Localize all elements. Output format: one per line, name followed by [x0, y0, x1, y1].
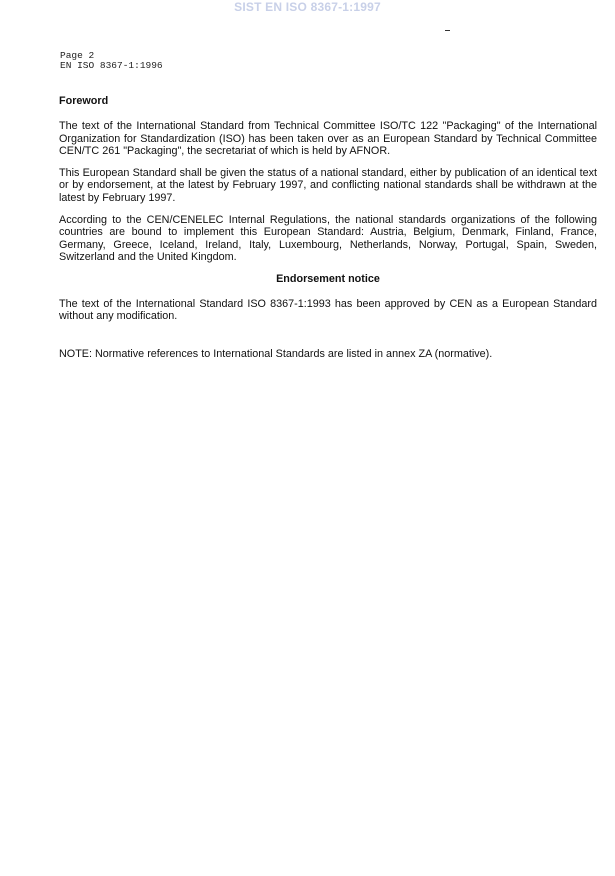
- scan-mark: [445, 30, 450, 31]
- foreword-paragraph-2: This European Standard shall be given the status of a national standard, either by publication of an identical text or by endorsement, at the latest by February 1997, and conflicting national standards shall be withdrawn at the latest by February 1997.: [59, 167, 597, 204]
- normative-note: NOTE: Normative references to International Standards are listed in annex ZA (normative).: [59, 348, 493, 361]
- watermark-text: SIST EN ISO 8367-1:1997: [234, 0, 381, 14]
- page-number: Page 2: [60, 50, 95, 61]
- document-body: [59, 95, 597, 370]
- foreword-heading: Foreword: [59, 95, 109, 107]
- endorsement-paragraph: The text of the International Standard ISO 8367-1:1993 has been approved by CEN as a European Standard without any modification.: [59, 297, 597, 322]
- document-id: EN ISO 8367-1:1996: [60, 60, 163, 71]
- foreword-paragraph-1: The text of the International Standard from Technical Committee ISO/TC 122 "Packaging" of the International Organization for Standardization (ISO) has been taken over as an European Standard by Technical Committee CEN/TC 261 "Packaging", the secretariat of which is held by AFNOR.: [59, 120, 597, 157]
- endorsement-heading: Endorsement notice: [276, 273, 380, 286]
- page-header: [60, 51, 163, 71]
- foreword-paragraph-3: According to the CEN/CENELEC Internal Regulations, the national standards organizations of the following countries are bound to implement this European Standard: Austria, Belgium, Denmark, Finland, France, Germany, Greece, Iceland, Ireland, Italy, Luxembourg, Netherlands, Norway, Portugal, Spain, Sweden, Switzerland and the United Kingdom.: [59, 214, 597, 263]
